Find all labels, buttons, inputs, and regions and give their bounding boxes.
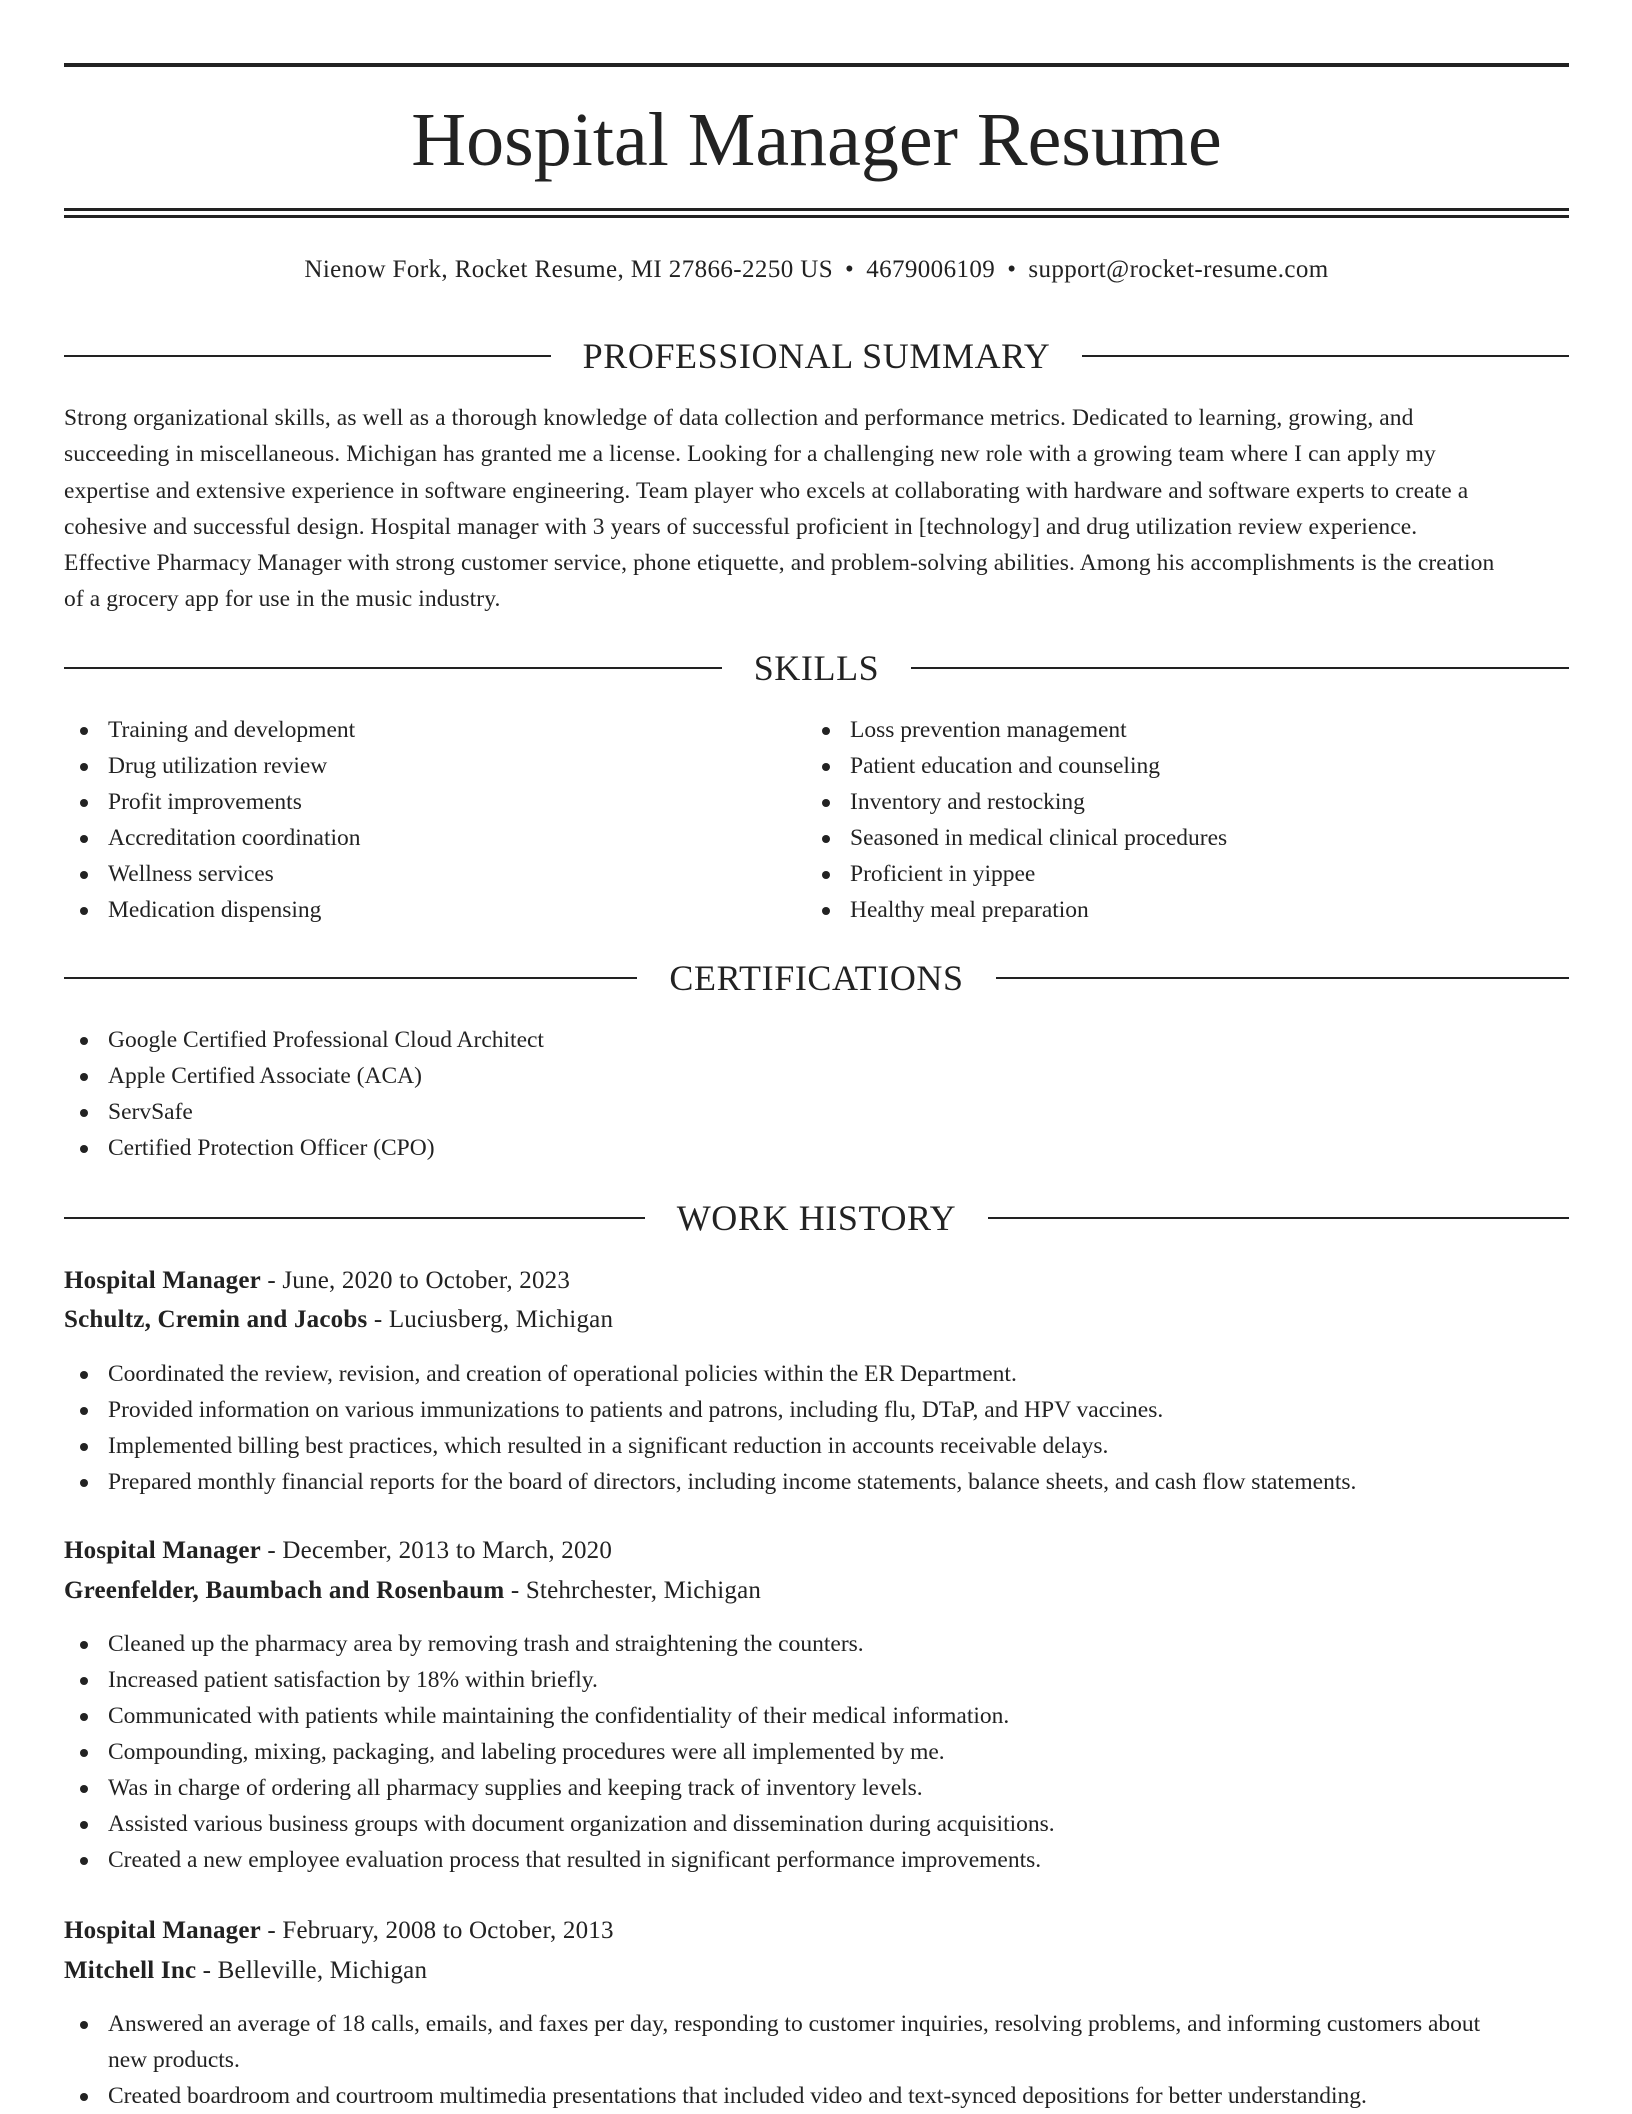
job-bullet: Created boardroom and courtroom multimedia presentations that included video and text-synced depositions for better understanding. [64, 2078, 1569, 2114]
skill-item: Profit improvements [64, 784, 804, 820]
job-title-line [64, 1913, 614, 1949]
contact-separator: • [1007, 256, 1017, 283]
contact-address: Nienow Fork, Rocket Resume, MI 27866-2250 US [304, 256, 834, 283]
contact-email: support@rocket-resume.com [1028, 256, 1329, 283]
section-header-work-history [64, 1196, 1569, 1240]
section-header-certifications [64, 956, 1569, 1000]
job-bullet: Was in charge of ordering all pharmacy supplies and keeping track of inventory levels. [64, 1770, 1569, 1806]
skill-item: Training and development [64, 712, 804, 748]
skills-list-left [64, 712, 804, 928]
job-bullet-line: new products. [108, 2047, 240, 2073]
summary-line: of a grocery app for use in the music industry. [64, 586, 501, 613]
job-title: Hospital Manager [64, 1267, 261, 1294]
section-title-summary: PROFESSIONAL SUMMARY [582, 336, 1051, 376]
summary-line: cohesive and successful design. Hospital manager with 3 years of successful proficient in [technology] and drug utilization review experience. [64, 513, 1418, 540]
skill-item: Proficient in yippee [806, 856, 1566, 892]
job-title-line [64, 1533, 612, 1569]
section-rule [1082, 355, 1569, 357]
job-bullet: Communicated with patients while maintaining the confidentiality of their medical information. [64, 1698, 1569, 1734]
section-rule [64, 1217, 645, 1219]
job-bullet: Provided information on various immunizations to patients and patrons, including flu, DTaP, and HPV vaccines. [64, 1392, 1569, 1428]
job-location: - Stehrchester, Michigan [504, 1577, 762, 1604]
contact-phone: 4679006109 [866, 256, 996, 283]
skill-item: Inventory and restocking [806, 784, 1566, 820]
job-title-line [64, 1263, 570, 1299]
job-bullet: Implemented billing best practices, which resulted in a significant reduction in accounts receivable delays. [64, 1428, 1569, 1464]
skill-item: Seasoned in medical clinical procedures [806, 820, 1566, 856]
job-company: Greenfelder, Baumbach and Rosenbaum [64, 1577, 505, 1604]
job-company-line [64, 1573, 761, 1609]
job-bullet [64, 2006, 1569, 2078]
section-rule [64, 667, 722, 669]
section-rule [64, 355, 551, 357]
job-bullet: Prepared monthly financial reports for the board of directors, including income statements, balance sheets, and cash flow statements. [64, 1464, 1569, 1500]
page-title: Hospital Manager Resume [411, 98, 1222, 182]
skill-item: Wellness services [64, 856, 804, 892]
job-company-line [64, 1953, 427, 1989]
job-company: Mitchell Inc [64, 1957, 197, 1984]
skill-item: Drug utilization review [64, 748, 804, 784]
certification-item: Google Certified Professional Cloud Architect [64, 1022, 1569, 1058]
job-bullet: Cleaned up the pharmacy area by removing trash and straightening the counters. [64, 1626, 1569, 1662]
certification-item: ServSafe [64, 1094, 1569, 1130]
skill-item: Healthy meal preparation [806, 892, 1566, 928]
section-title-skills: SKILLS [753, 648, 880, 688]
job-bullet: Compounding, mixing, packaging, and labeling procedures were all implemented by me. [64, 1734, 1569, 1770]
job-bullet: Increased patient satisfaction by 18% within briefly. [64, 1662, 1569, 1698]
job-bullet: Coordinated the review, revision, and creation of operational policies within the ER Department. [64, 1356, 1569, 1392]
contact-separator: • [845, 256, 855, 283]
section-rule [988, 1217, 1569, 1219]
summary-line: Strong organizational skills, as well as a thorough knowledge of data collection and performance metrics. Dedicated to learning, growing, and [64, 405, 1414, 431]
job-dates: - December, 2013 to March, 2020 [260, 1537, 613, 1564]
job-bullet-line: Answered an average of 18 calls, emails, and faxes per day, responding to customer inquiries, resolving problems, and informing customers about [108, 2011, 1481, 2037]
job-dates: - February, 2008 to October, 2013 [260, 1917, 614, 1944]
section-header-summary [64, 334, 1569, 378]
certification-item: Apple Certified Associate (ACA) [64, 1058, 1569, 1094]
top-rule [64, 63, 1569, 67]
job-bullets [64, 2006, 1569, 2114]
summary-line: expertise and extensive experience in software engineering. Team player who excels at collaborating with hardware and software experts to create a [64, 477, 1469, 504]
skill-item: Patient education and counseling [806, 748, 1566, 784]
job-location: - Luciusberg, Michigan [367, 1306, 614, 1333]
certification-item: Certified Protection Officer (CPO) [64, 1130, 1569, 1166]
job-dates: - June, 2020 to October, 2023 [260, 1267, 571, 1294]
job-company: Schultz, Cremin and Jacobs [64, 1306, 368, 1333]
summary-line: succeeding in miscellaneous. Michigan has granted me a license. Looking for a challenging new role with a growing team where I can apply my [64, 441, 1436, 468]
job-bullet: Created a new employee evaluation process that resulted in significant performance improvements. [64, 1842, 1569, 1878]
job-title: Hospital Manager [64, 1917, 261, 1944]
summary-text [64, 400, 1569, 618]
section-title-certifications: CERTIFICATIONS [669, 958, 964, 998]
section-rule [996, 977, 1569, 979]
skill-item: Accreditation coordination [64, 820, 804, 856]
job-bullet: Assisted various business groups with document organization and dissemination during acquisitions. [64, 1806, 1569, 1842]
section-header-skills [64, 646, 1569, 690]
skills-list-right [806, 712, 1566, 928]
certifications-list [64, 1022, 1569, 1166]
skill-item: Medication dispensing [64, 892, 804, 928]
section-rule [911, 667, 1569, 669]
skill-item: Loss prevention management [806, 712, 1566, 748]
job-bullets [64, 1356, 1569, 1500]
contact-line [64, 252, 1569, 288]
title-rule-upper [64, 208, 1569, 211]
section-title-work-history: WORK HISTORY [676, 1198, 957, 1238]
job-company-line [64, 1302, 613, 1338]
title-rule-lower [64, 215, 1569, 218]
section-rule [64, 977, 637, 979]
job-location: - Belleville, Michigan [196, 1957, 428, 1984]
job-title: Hospital Manager [64, 1537, 261, 1564]
summary-line: Effective Pharmacy Manager with strong customer service, phone etiquette, and problem-solving abilities. Among his accomplishments is the creation [64, 550, 1495, 577]
job-bullets [64, 1626, 1569, 1878]
